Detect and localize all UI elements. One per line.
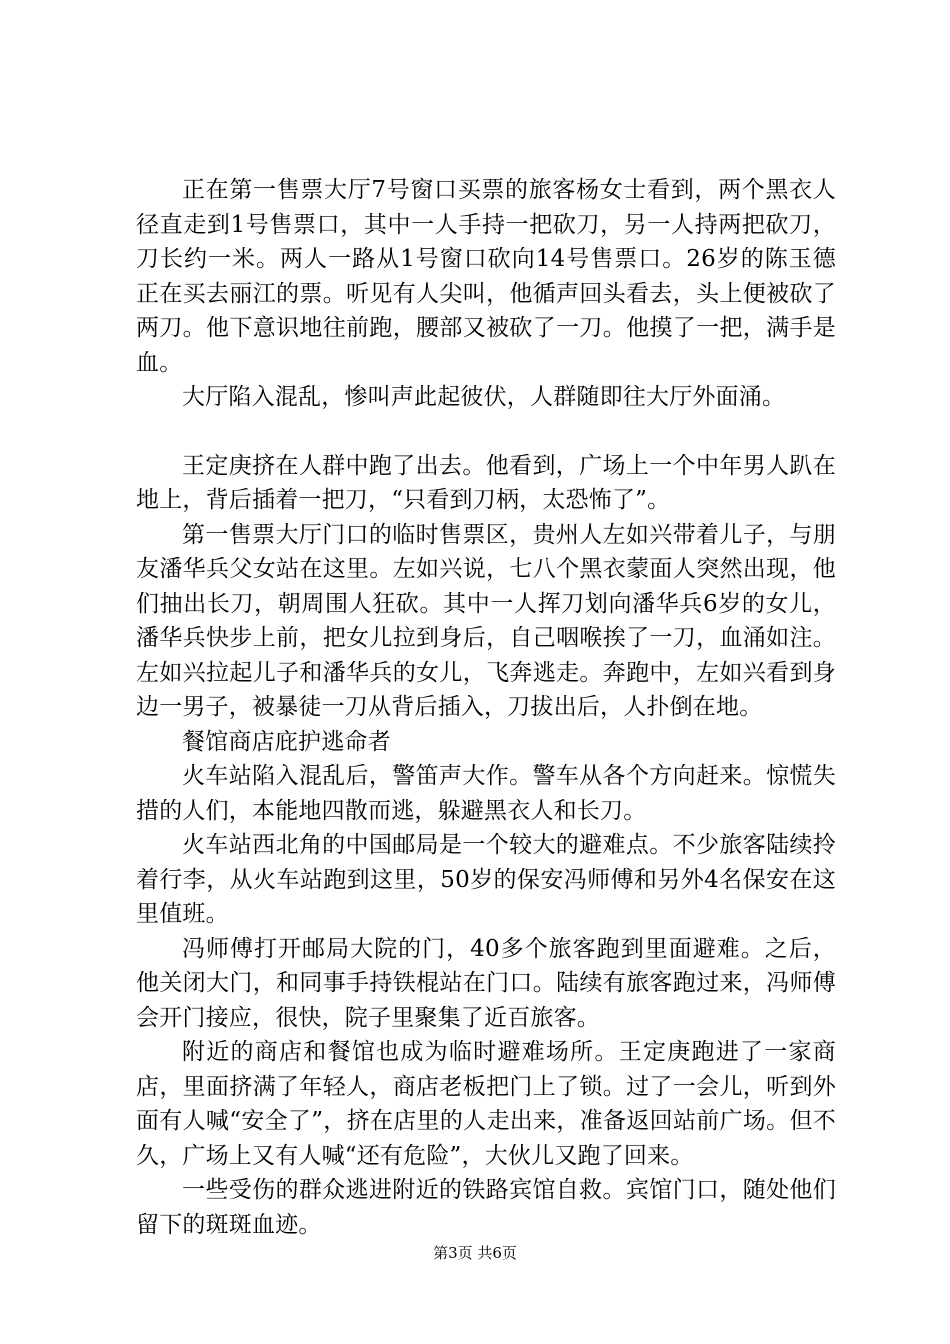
section-heading: 餐馆商店庇护逃命者 (182, 728, 391, 755)
paragraph-1: 正在第一售票大厅7号窗口买票的旅客杨女士看到，两个黑衣人径直走到1号售票口，其中一人手持一把砍刀，另一人持两把砍刀，刀长约一米。两人一路从1号窗口砍向14号售票口。26岁的陈玉德正在买去丽江的票。听见有人尖叫，他循声回头看去，头上便被砍了两刀。他下意识地往前跑，腰部又被砍了一刀。他摸了一把，满手是血。 (136, 177, 836, 376)
document-body (136, 173, 836, 1242)
paragraph-7: 冯师傅打开邮局大院的门，40多个旅客跑到里面避难。之后，他关闭大门，和同事手持铁棍站在门口。陆续有旅客跑过来，冯师傅会开门接应，很快，院子里聚集了近百旅客。 (136, 935, 836, 1031)
paragraph-6: 火车站西北角的中国邮局是一个较大的避难点。不少旅客陆续拎着行李，从火车站跑到这里，50岁的保安冯师傅和另外4名保安在这里值班。 (136, 832, 836, 927)
paragraph-2: 大厅陷入混乱，惨叫声此起彼伏，人群随即往大厅外面涌。 (182, 384, 786, 410)
paragraph-4: 第一售票大厅门口的临时售票区，贵州人左如兴带着儿子，与朋友潘华兵父女站在这里。左如兴说，七八个黑衣蒙面人突然出现，他们抽出长刀，朝周围人狂砍。其中一人挥刀划向潘华兵6岁的女儿，潘华兵快步上前，把女儿拉到身后，自己咽喉挨了一刀，血涌如注。左如兴拉起儿子和潘华兵的女儿，飞奔逃走。奔跑中，左如兴看到身边一男子，被暴徒一刀从背后插入，刀拔出后，人扑倒在地。 (136, 521, 836, 720)
page-number: 第3页 共6页 (433, 1244, 517, 1262)
paragraph-5: 火车站陷入混乱后，警笛声大作。警车从各个方向赶来。惊慌失措的人们，本能地四散而逃，躲避黑衣人和长刀。 (136, 763, 836, 824)
paragraph-3: 王定庚挤在人群中跑了出去。他看到，广场上一个中年男人趴在地上，背后插着一把刀，“只看到刀柄，太恐怖了”。 (136, 452, 836, 513)
paragraph-8: 附近的商店和餐馆也成为临时避难场所。王定庚跑进了一家商店，里面挤满了年轻人，商店老板把门上了锁。过了一会儿，听到外面有人喊“安全了”，挤在店里的人走出来，准备返回站前广场。但不久，广场上又有人喊“还有危险”，大伙儿又跑了回来。 (136, 1039, 836, 1169)
paragraph-9: 一些受伤的群众逃进附近的铁路宾馆自救。宾馆门口，随处他们留下的斑斑血迹。 (136, 1177, 836, 1238)
